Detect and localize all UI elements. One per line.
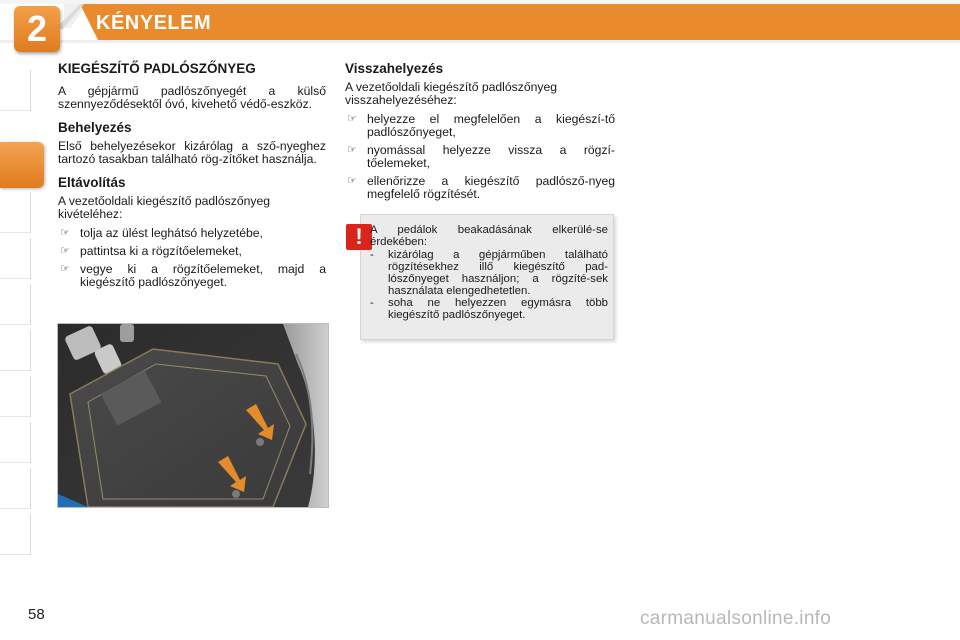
site-watermark: carmanualsonline.info (640, 608, 832, 629)
list-item: ☞ vegye ki a rögzítőelemeket, majd a kiegészítő padlószőnyeget. (60, 262, 326, 289)
left-column (58, 62, 326, 294)
warning-lead: A pedálok beakadásának elkerülé-se érdekében: (370, 224, 608, 248)
intro-paragraph: A gépjármű padlószőnyegét a külső szennyeződésektől óvó, kivehető védő-eszköz. (58, 84, 326, 111)
warning-box (346, 214, 614, 340)
side-tab-6[interactable] (0, 330, 31, 371)
list-item: ☞ ellenőrizze a kiegészítő padlósző-nyeg megfelelő rögzítését. (347, 174, 615, 201)
side-tab-8[interactable] (0, 422, 31, 463)
side-tab-3[interactable] (0, 192, 31, 233)
chapter-number-badge: 2 (14, 6, 60, 52)
list-item: ☞ tolja az ülést leghátsó helyzetébe, (60, 226, 263, 240)
warning-exclamation-icon: ! (346, 224, 372, 250)
side-tab-2-active[interactable] (0, 142, 44, 188)
list-item: ☞ helyezze el megfelelően a kiegészí-tő padlószőnyeget, (347, 112, 615, 139)
side-tab-strip (0, 70, 32, 580)
refit-intro: A vezetőoldali kiegészítő padlószőnyeg visszahelyezéséhez: (345, 80, 558, 107)
removal-steps (58, 227, 326, 289)
list-item: ☞ nyomással helyezze vissza a rögzí-tőelemeket, (347, 143, 615, 170)
chapter-title: KÉNYELEM (96, 12, 212, 34)
removal-intro: A vezetőoldali kiegészítő padlószőnyeg kivételéhez: (58, 194, 271, 221)
warning-text (370, 224, 608, 321)
warning-item: - kizárólag a gépjárműben található rögzítésekhez illő kiegészítő pad-lószőnyeget használjon; a rögzíté-sek használata elengedhetetlen. (370, 249, 608, 297)
pointing-hand-icon: ☞ (347, 175, 357, 187)
side-tab-10[interactable] (0, 514, 31, 555)
side-tab-1[interactable] (0, 70, 31, 111)
section-title: KIEGÉSZÍTŐ PADLÓSZŐNYEG (58, 61, 256, 76)
side-tab-7[interactable] (0, 376, 31, 417)
fitting-heading: Behelyezés (58, 120, 132, 135)
pointing-hand-icon: ☞ (347, 144, 357, 156)
removal-heading: Eltávolítás (58, 175, 126, 190)
floor-mat-illustration (57, 323, 329, 508)
list-item: ☞ pattintsa ki a rögzítőelemeket, (60, 244, 242, 258)
page-number: 58 (28, 606, 45, 623)
refit-steps (345, 113, 615, 201)
side-tab-4[interactable] (0, 238, 31, 279)
side-tab-9[interactable] (0, 468, 31, 509)
fitting-paragraph: Első behelyezésekor kizárólag a sző-nyeghez tartozó tasakban található rög-zítőket használja. (58, 139, 326, 166)
pointing-hand-icon: ☞ (347, 113, 357, 125)
right-column (345, 62, 615, 206)
refit-heading: Visszahelyezés (345, 61, 444, 76)
pointing-hand-icon: ☞ (60, 227, 70, 239)
pointing-hand-icon: ☞ (60, 263, 70, 275)
warning-item: - soha ne helyezzen egymásra több kiegészítő padlószőnyeget. (370, 297, 608, 321)
side-tab-5[interactable] (0, 284, 31, 325)
pointing-hand-icon: ☞ (60, 245, 70, 257)
